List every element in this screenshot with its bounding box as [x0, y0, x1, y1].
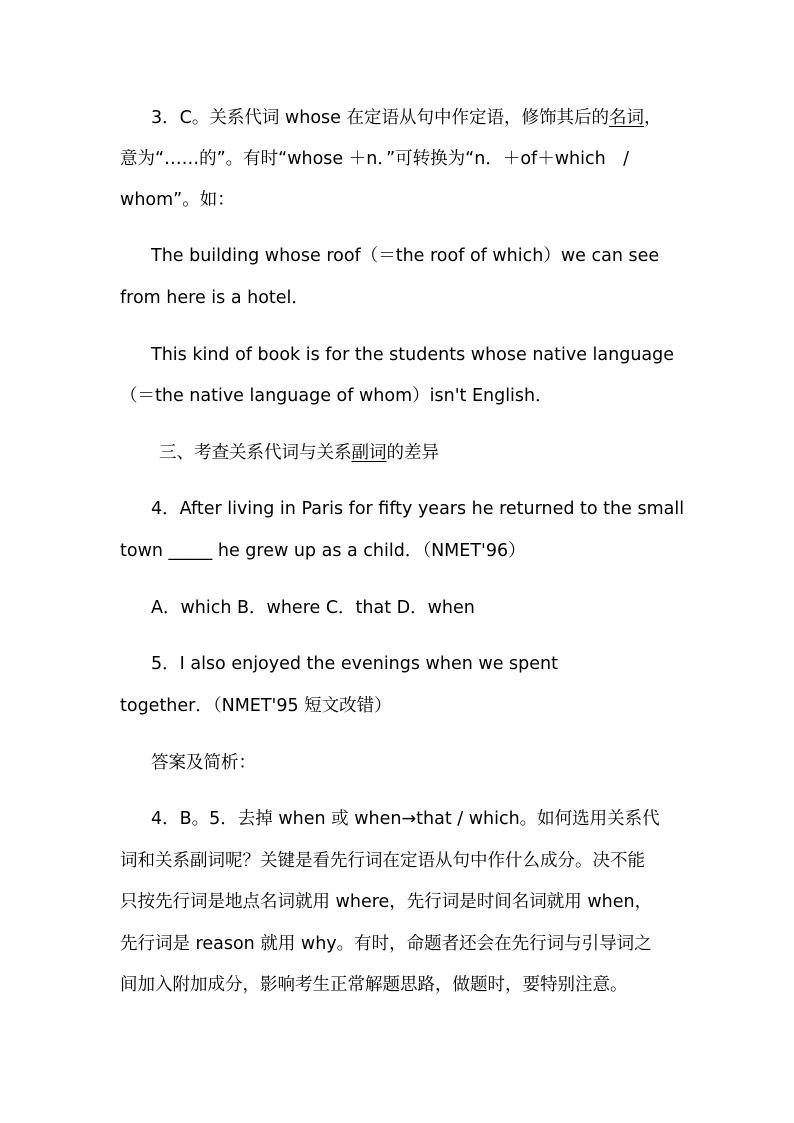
answers-line-3: 只按先行词是地点名词就用 where，先行词是时间名词就用 when， — [120, 892, 653, 912]
answers-line-5: 间加入附加成分，影响考生正常解题思路，做题时，要特别注意。 — [120, 975, 628, 995]
question-4-line-1: 4．After living in Paris for fifty years he returned to the small — [151, 499, 685, 519]
question-4-end: he grew up as a child．（NMET'96） — [212, 541, 526, 561]
example-1-line-2: from here is a hotel． — [120, 288, 309, 308]
section-heading — [159, 441, 439, 465]
answer-3-text: 3．C。关系代词 whose 在定语从句中作定语，修饰其后的 — [151, 108, 609, 128]
answer-3-line-2: 意为“……的”。有时“whose ＋n．”可转换为“n．＋of＋which / — [120, 149, 630, 169]
section-heading-tail: 的差异 — [386, 443, 439, 463]
example-2-line-1: This kind of book is for the students whose native language — [151, 345, 675, 365]
answers-line-1: 4．B。5．去掉 when 或 when→that / which。如何选用关系代 — [151, 809, 660, 829]
answer-3-line-3: whom”。如： — [120, 190, 235, 210]
underlined-term-adverb: 副词 — [351, 443, 387, 463]
example-1-line-1: The building whose roof（＝the roof of which）we can see — [151, 246, 660, 266]
question-5-line-2: together．（NMET'95 短文改错） — [120, 696, 392, 716]
question-4-blank: _____ — [168, 541, 213, 561]
answers-heading: 答案及简析： — [151, 753, 256, 773]
answers-line-2: 词和关系副词呢？关键是看先行词在定语从句中作什么成分。决不能 — [120, 851, 645, 871]
underlined-term-noun: 名词 — [608, 108, 644, 128]
example-2-line-2: （＝the native language of whom）isn't English． — [120, 386, 553, 406]
question-4-options: A．which B．where C．that D．when — [151, 598, 475, 618]
question-4-line-2 — [120, 539, 526, 563]
answer-3-comma: ， — [643, 108, 662, 128]
answers-line-4: 先行词是 reason 就用 why。有时，命题者还会在先行词与引导词之 — [120, 934, 652, 954]
answer-3-line-1 — [151, 106, 661, 130]
section-heading-text: 三、考查关系代词与关系 — [159, 443, 352, 463]
question-4-start: town — [120, 541, 169, 561]
question-5-line-1: 5．I also enjoyed the evenings when we spent — [151, 654, 558, 674]
